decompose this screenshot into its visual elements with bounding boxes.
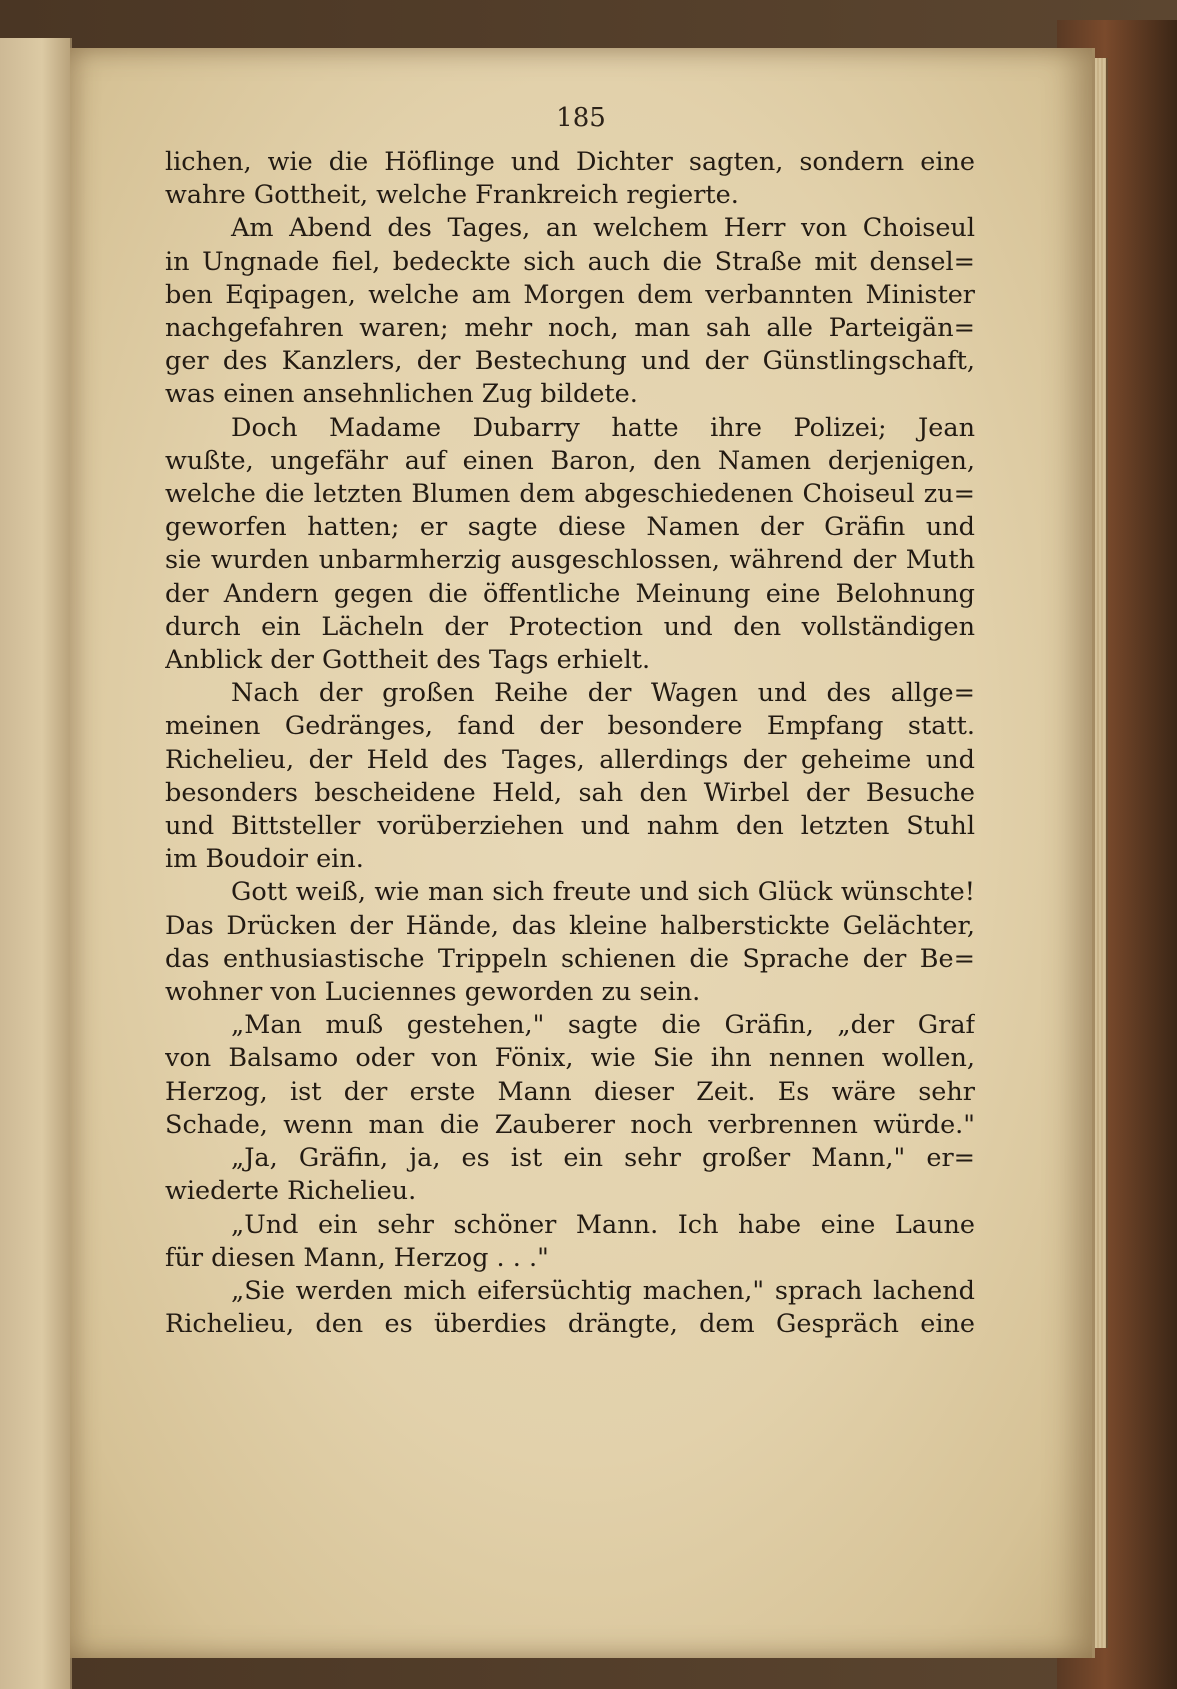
text-line: wußte, ungefähr auf einen Baron, den Namen derjenigen, xyxy=(165,445,975,476)
book-page xyxy=(70,48,1095,1658)
text-line: Doch Madame Dubarry hatte ihre Polizei; Jean xyxy=(231,412,975,443)
text-line: Richelieu, der Held des Tages, allerdings der geheime und xyxy=(165,744,975,775)
text-line: Am Abend des Tages, an welchem Herr von Choiseul xyxy=(231,213,975,244)
text-line: in Ungnade fiel, bedeckte sich auch die Straße mit densel= xyxy=(165,246,975,277)
text-line: ger des Kanzlers, der Bestechung und der Günstlingschaft, xyxy=(165,346,975,377)
text-line: „Sie werden mich eifersüchtig machen," sprach lachend xyxy=(231,1275,975,1306)
text-line: meinen Gedränges, fand der besondere Empfang statt. xyxy=(165,711,975,742)
text-line: geworfen hatten; er sagte diese Namen der Gräfin und xyxy=(165,512,975,543)
text-line: das enthusiastische Trippeln schienen die Sprache der Be= xyxy=(165,943,975,974)
text-line: wiederte Richelieu. xyxy=(165,1176,417,1207)
text-line: von Balsamo oder von Fönix, wie Sie ihn nennen wollen, xyxy=(165,1043,975,1074)
text-line: was einen ansehnlichen Zug bildete. xyxy=(165,379,638,410)
text-line: sie wurden unbarmherzig ausgeschlossen, während der Muth xyxy=(165,545,975,576)
text-line: Schade, wenn man die Zauberer noch verbrennen würde." xyxy=(165,1109,975,1140)
body-text xyxy=(165,146,975,1341)
text-line: durch ein Lächeln der Protection und den vollständigen xyxy=(165,611,975,642)
text-line: Richelieu, den es überdies drängte, dem Gespräch eine xyxy=(165,1309,975,1340)
text-line: ben Eqipagen, welche am Morgen dem verbannten Minister xyxy=(165,279,975,310)
text-line: und Bittsteller vorüberziehen und nahm den letzten Stuhl xyxy=(165,811,975,842)
text-line: „Ja, Gräfin, ja, es ist ein sehr großer Mann," er= xyxy=(231,1143,975,1174)
text-line: besonders bescheidene Held, sah den Wirbel der Besuche xyxy=(165,777,975,808)
text-line: „Man muß gestehen," sagte die Gräfin, „der Graf xyxy=(231,1010,975,1041)
text-line: wohner von Luciennes geworden zu sein. xyxy=(165,977,701,1008)
left-page-edge xyxy=(0,38,72,1689)
text-line: Gott weiß, wie man sich freute und sich Glück wünschte! xyxy=(231,877,975,908)
text-line: für diesen Mann, Herzog . . ." xyxy=(165,1242,549,1273)
text-line: Das Drücken der Hände, das kleine halberstickte Gelächter, xyxy=(165,910,975,941)
text-line: Nach der großen Reihe der Wagen und des allge= xyxy=(231,678,975,709)
text-line: „Und ein sehr schöner Mann. Ich habe eine Laune xyxy=(231,1209,975,1240)
text-line: Herzog, ist der erste Mann dieser Zeit. Es wäre sehr xyxy=(165,1076,975,1107)
text-line: im Boudoir ein. xyxy=(165,844,364,875)
text-line: nachgefahren waren; mehr noch, man sah alle Parteigän= xyxy=(165,313,975,344)
text-line: Anblick der Gottheit des Tags erhielt. xyxy=(165,645,651,676)
text-line: lichen, wie die Höflinge und Dichter sagten, sondern eine xyxy=(165,147,975,177)
page-number: 185 xyxy=(556,103,606,133)
text-line: der Andern gegen die öffentliche Meinung eine Belohnung xyxy=(165,578,975,609)
text-line: welche die letzten Blumen dem abgeschiedenen Choiseul zu= xyxy=(165,479,975,510)
text-line: wahre Gottheit, welche Frankreich regierte. xyxy=(165,180,739,211)
